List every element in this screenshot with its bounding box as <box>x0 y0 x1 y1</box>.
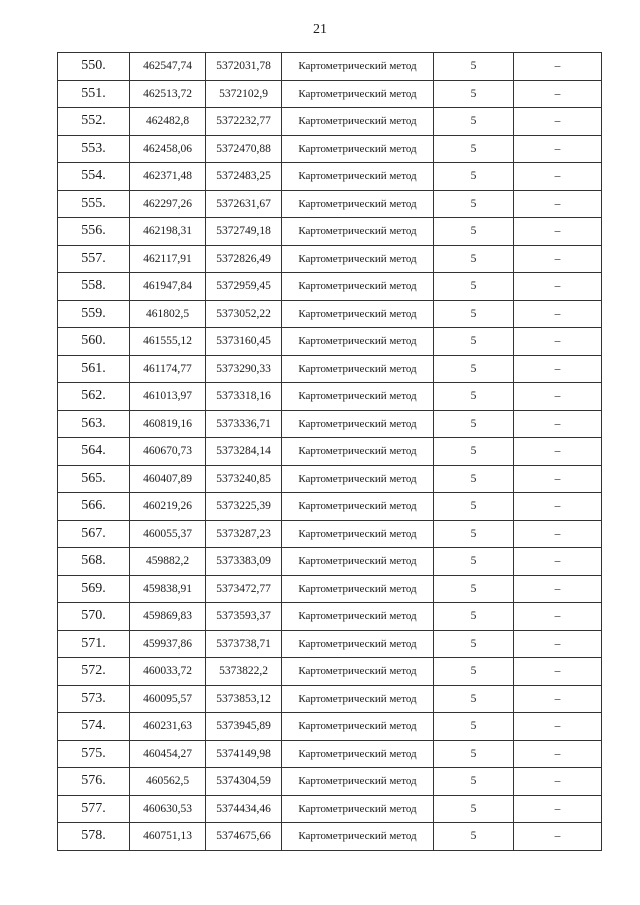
note-cell: – <box>514 190 602 218</box>
x-coordinate-cell: 459838,91 <box>130 575 206 603</box>
point-number-cell: 572. <box>58 658 130 686</box>
note-cell: – <box>514 135 602 163</box>
table-row <box>58 163 602 191</box>
y-coordinate-cell: 5372959,45 <box>206 273 282 301</box>
y-coordinate-cell: 5373853,12 <box>206 685 282 713</box>
method-cell: Картометрический метод <box>282 493 434 521</box>
x-coordinate-cell: 462482,8 <box>130 108 206 136</box>
accuracy-cell: 5 <box>434 300 514 328</box>
point-number-cell: 566. <box>58 493 130 521</box>
point-number-cell: 563. <box>58 410 130 438</box>
note-cell: – <box>514 355 602 383</box>
table-row <box>58 218 602 246</box>
x-coordinate-cell: 460033,72 <box>130 658 206 686</box>
table-row <box>58 795 602 823</box>
method-cell: Картометрический метод <box>282 603 434 631</box>
point-number-cell: 558. <box>58 273 130 301</box>
x-coordinate-cell: 461802,5 <box>130 300 206 328</box>
accuracy-cell: 5 <box>434 740 514 768</box>
point-number-cell: 551. <box>58 80 130 108</box>
y-coordinate-cell: 5372031,78 <box>206 53 282 81</box>
x-coordinate-cell: 462117,91 <box>130 245 206 273</box>
y-coordinate-cell: 5374434,46 <box>206 795 282 823</box>
method-cell: Картометрический метод <box>282 245 434 273</box>
accuracy-cell: 5 <box>434 713 514 741</box>
point-number-cell: 569. <box>58 575 130 603</box>
note-cell: – <box>514 685 602 713</box>
point-number-cell: 554. <box>58 163 130 191</box>
y-coordinate-cell: 5373738,71 <box>206 630 282 658</box>
point-number-cell: 553. <box>58 135 130 163</box>
method-cell: Картометрический метод <box>282 658 434 686</box>
method-cell: Картометрический метод <box>282 768 434 796</box>
note-cell: – <box>514 465 602 493</box>
accuracy-cell: 5 <box>434 795 514 823</box>
x-coordinate-cell: 460751,13 <box>130 823 206 851</box>
method-cell: Картометрический метод <box>282 190 434 218</box>
note-cell: – <box>514 438 602 466</box>
method-cell: Картометрический метод <box>282 53 434 81</box>
table-row <box>58 245 602 273</box>
point-number-cell: 552. <box>58 108 130 136</box>
x-coordinate-cell: 459869,83 <box>130 603 206 631</box>
note-cell: – <box>514 108 602 136</box>
table-row <box>58 685 602 713</box>
x-coordinate-cell: 462371,48 <box>130 163 206 191</box>
y-coordinate-cell: 5374304,59 <box>206 768 282 796</box>
x-coordinate-cell: 462513,72 <box>130 80 206 108</box>
method-cell: Картометрический метод <box>282 465 434 493</box>
point-number-cell: 573. <box>58 685 130 713</box>
note-cell: – <box>514 493 602 521</box>
y-coordinate-cell: 5373160,45 <box>206 328 282 356</box>
method-cell: Картометрический метод <box>282 273 434 301</box>
accuracy-cell: 5 <box>434 245 514 273</box>
table-row <box>58 135 602 163</box>
x-coordinate-cell: 462547,74 <box>130 53 206 81</box>
accuracy-cell: 5 <box>434 383 514 411</box>
x-coordinate-cell: 460095,57 <box>130 685 206 713</box>
method-cell: Картометрический метод <box>282 520 434 548</box>
accuracy-cell: 5 <box>434 163 514 191</box>
method-cell: Картометрический метод <box>282 548 434 576</box>
point-number-cell: 571. <box>58 630 130 658</box>
accuracy-cell: 5 <box>434 190 514 218</box>
table-row <box>58 383 602 411</box>
table-row <box>58 823 602 851</box>
note-cell: – <box>514 273 602 301</box>
accuracy-cell: 5 <box>434 520 514 548</box>
method-cell: Картометрический метод <box>282 795 434 823</box>
y-coordinate-cell: 5372826,49 <box>206 245 282 273</box>
note-cell: – <box>514 218 602 246</box>
point-number-cell: 567. <box>58 520 130 548</box>
table-row <box>58 520 602 548</box>
note-cell: – <box>514 383 602 411</box>
accuracy-cell: 5 <box>434 53 514 81</box>
table-row <box>58 713 602 741</box>
point-number-cell: 576. <box>58 768 130 796</box>
y-coordinate-cell: 5372232,77 <box>206 108 282 136</box>
x-coordinate-cell: 460562,5 <box>130 768 206 796</box>
accuracy-cell: 5 <box>434 685 514 713</box>
y-coordinate-cell: 5374675,66 <box>206 823 282 851</box>
y-coordinate-cell: 5373318,16 <box>206 383 282 411</box>
table-row <box>58 548 602 576</box>
note-cell: – <box>514 795 602 823</box>
accuracy-cell: 5 <box>434 603 514 631</box>
accuracy-cell: 5 <box>434 410 514 438</box>
table-row <box>58 575 602 603</box>
x-coordinate-cell: 461947,84 <box>130 273 206 301</box>
point-number-cell: 556. <box>58 218 130 246</box>
accuracy-cell: 5 <box>434 108 514 136</box>
note-cell: – <box>514 245 602 273</box>
point-number-cell: 564. <box>58 438 130 466</box>
x-coordinate-cell: 459937,86 <box>130 630 206 658</box>
method-cell: Картометрический метод <box>282 328 434 356</box>
y-coordinate-cell: 5373240,85 <box>206 465 282 493</box>
accuracy-cell: 5 <box>434 355 514 383</box>
point-number-cell: 559. <box>58 300 130 328</box>
y-coordinate-cell: 5373383,09 <box>206 548 282 576</box>
x-coordinate-cell: 459882,2 <box>130 548 206 576</box>
x-coordinate-cell: 460630,53 <box>130 795 206 823</box>
x-coordinate-cell: 460407,89 <box>130 465 206 493</box>
method-cell: Картометрический метод <box>282 438 434 466</box>
x-coordinate-cell: 462297,26 <box>130 190 206 218</box>
note-cell: – <box>514 740 602 768</box>
y-coordinate-cell: 5373822,2 <box>206 658 282 686</box>
point-number-cell: 560. <box>58 328 130 356</box>
x-coordinate-cell: 460231,63 <box>130 713 206 741</box>
accuracy-cell: 5 <box>434 575 514 603</box>
table-row <box>58 493 602 521</box>
accuracy-cell: 5 <box>434 630 514 658</box>
table-row <box>58 438 602 466</box>
table-row <box>58 410 602 438</box>
point-number-cell: 562. <box>58 383 130 411</box>
note-cell: – <box>514 713 602 741</box>
point-number-cell: 578. <box>58 823 130 851</box>
method-cell: Картометрический метод <box>282 383 434 411</box>
note-cell: – <box>514 658 602 686</box>
point-number-cell: 570. <box>58 603 130 631</box>
table-row <box>58 768 602 796</box>
y-coordinate-cell: 5373593,37 <box>206 603 282 631</box>
note-cell: – <box>514 603 602 631</box>
point-number-cell: 575. <box>58 740 130 768</box>
accuracy-cell: 5 <box>434 658 514 686</box>
table-row <box>58 658 602 686</box>
accuracy-cell: 5 <box>434 80 514 108</box>
method-cell: Картометрический метод <box>282 218 434 246</box>
note-cell: – <box>514 520 602 548</box>
note-cell: – <box>514 630 602 658</box>
method-cell: Картометрический метод <box>282 80 434 108</box>
note-cell: – <box>514 823 602 851</box>
accuracy-cell: 5 <box>434 465 514 493</box>
x-coordinate-cell: 461555,12 <box>130 328 206 356</box>
y-coordinate-cell: 5373336,71 <box>206 410 282 438</box>
method-cell: Картометрический метод <box>282 685 434 713</box>
accuracy-cell: 5 <box>434 438 514 466</box>
note-cell: – <box>514 575 602 603</box>
accuracy-cell: 5 <box>434 768 514 796</box>
x-coordinate-cell: 462198,31 <box>130 218 206 246</box>
x-coordinate-cell: 460454,27 <box>130 740 206 768</box>
y-coordinate-cell: 5372483,25 <box>206 163 282 191</box>
method-cell: Картометрический метод <box>282 823 434 851</box>
method-cell: Картометрический метод <box>282 300 434 328</box>
x-coordinate-cell: 461174,77 <box>130 355 206 383</box>
point-number-cell: 565. <box>58 465 130 493</box>
point-number-cell: 574. <box>58 713 130 741</box>
x-coordinate-cell: 462458,06 <box>130 135 206 163</box>
coordinates-table-body <box>58 53 602 851</box>
accuracy-cell: 5 <box>434 218 514 246</box>
table-row <box>58 355 602 383</box>
method-cell: Картометрический метод <box>282 410 434 438</box>
y-coordinate-cell: 5372470,88 <box>206 135 282 163</box>
note-cell: – <box>514 53 602 81</box>
method-cell: Картометрический метод <box>282 630 434 658</box>
table-row <box>58 465 602 493</box>
note-cell: – <box>514 768 602 796</box>
table-row <box>58 273 602 301</box>
note-cell: – <box>514 300 602 328</box>
x-coordinate-cell: 460819,16 <box>130 410 206 438</box>
table-row <box>58 190 602 218</box>
accuracy-cell: 5 <box>434 823 514 851</box>
table-row <box>58 603 602 631</box>
table-row <box>58 53 602 81</box>
x-coordinate-cell: 460055,37 <box>130 520 206 548</box>
method-cell: Картометрический метод <box>282 108 434 136</box>
y-coordinate-cell: 5373284,14 <box>206 438 282 466</box>
note-cell: – <box>514 80 602 108</box>
table-row <box>58 740 602 768</box>
accuracy-cell: 5 <box>434 273 514 301</box>
point-number-cell: 577. <box>58 795 130 823</box>
table-row <box>58 328 602 356</box>
accuracy-cell: 5 <box>434 328 514 356</box>
note-cell: – <box>514 328 602 356</box>
point-number-cell: 561. <box>58 355 130 383</box>
y-coordinate-cell: 5372102,9 <box>206 80 282 108</box>
method-cell: Картометрический метод <box>282 575 434 603</box>
accuracy-cell: 5 <box>434 548 514 576</box>
page-number: 21 <box>313 22 327 37</box>
y-coordinate-cell: 5373052,22 <box>206 300 282 328</box>
y-coordinate-cell: 5373287,23 <box>206 520 282 548</box>
x-coordinate-cell: 461013,97 <box>130 383 206 411</box>
table-row <box>58 80 602 108</box>
method-cell: Картометрический метод <box>282 355 434 383</box>
note-cell: – <box>514 548 602 576</box>
y-coordinate-cell: 5374149,98 <box>206 740 282 768</box>
method-cell: Картометрический метод <box>282 740 434 768</box>
note-cell: – <box>514 163 602 191</box>
point-number-cell: 557. <box>58 245 130 273</box>
table-row <box>58 300 602 328</box>
table-row <box>58 630 602 658</box>
x-coordinate-cell: 460670,73 <box>130 438 206 466</box>
y-coordinate-cell: 5373290,33 <box>206 355 282 383</box>
coordinates-table <box>57 52 602 851</box>
point-number-cell: 568. <box>58 548 130 576</box>
method-cell: Картометрический метод <box>282 713 434 741</box>
y-coordinate-cell: 5373225,39 <box>206 493 282 521</box>
accuracy-cell: 5 <box>434 135 514 163</box>
method-cell: Картометрический метод <box>282 135 434 163</box>
y-coordinate-cell: 5372749,18 <box>206 218 282 246</box>
y-coordinate-cell: 5373945,89 <box>206 713 282 741</box>
note-cell: – <box>514 410 602 438</box>
method-cell: Картометрический метод <box>282 163 434 191</box>
point-number-cell: 555. <box>58 190 130 218</box>
point-number-cell: 550. <box>58 53 130 81</box>
x-coordinate-cell: 460219,26 <box>130 493 206 521</box>
table-row <box>58 108 602 136</box>
accuracy-cell: 5 <box>434 493 514 521</box>
y-coordinate-cell: 5372631,67 <box>206 190 282 218</box>
y-coordinate-cell: 5373472,77 <box>206 575 282 603</box>
